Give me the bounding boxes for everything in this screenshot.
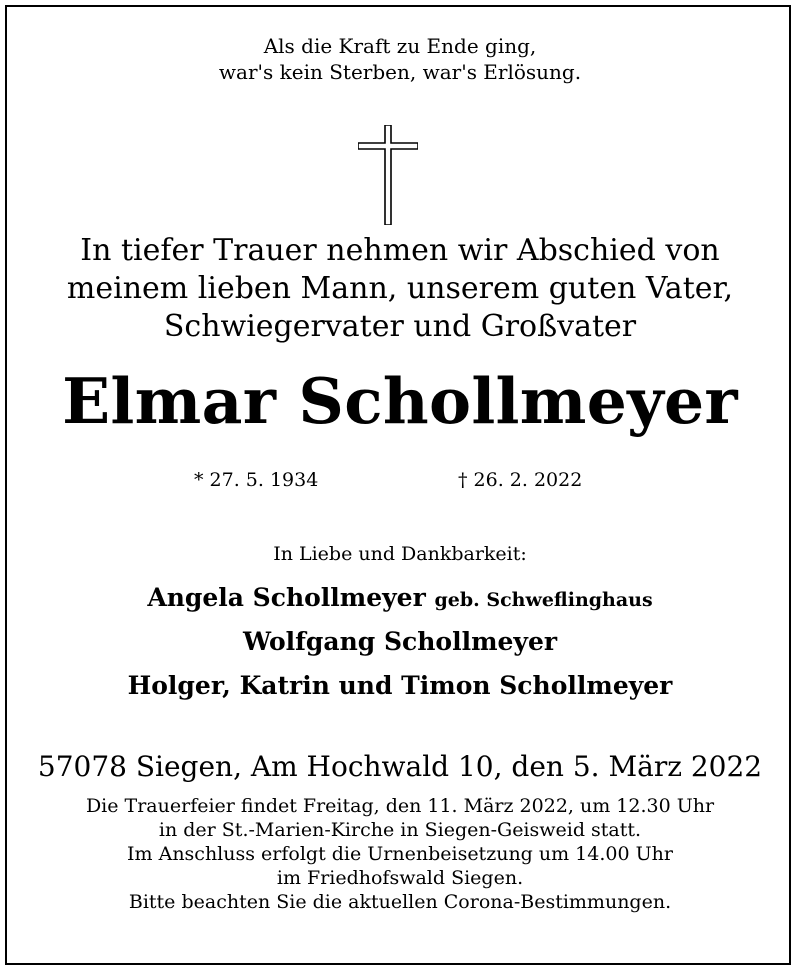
- thanks-line: In Liebe und Dankbarkeit:: [273, 543, 527, 565]
- motto: [0, 33, 800, 85]
- mourner-3: Holger, Katrin und Timon Schollmeyer: [127, 671, 673, 700]
- deceased-name: Elmar Schollmeyer: [62, 364, 738, 438]
- intro-line-1: In tiefer Trauer nehmen wir Abschied von: [80, 233, 720, 268]
- motto-line-1: Als die Kraft zu Ende ging,: [263, 34, 537, 58]
- intro-line-2: meinem lieben Mann, unserem guten Vater,: [66, 271, 734, 306]
- mourner-2: Wolfgang Schollmeyer: [242, 627, 558, 656]
- intro-line-3: Schwiegervater und Großvater: [163, 309, 637, 344]
- mourner-1-name: Angela Schollmeyer: [147, 583, 426, 612]
- cross-icon: [358, 125, 418, 225]
- birth-date: * 27. 5. 1934: [194, 469, 319, 491]
- note-line-2: in der St.-Marien-Kirche in Siegen-Geisweid statt.: [158, 819, 642, 841]
- note-line-4: im Friedhofswald Siegen.: [276, 867, 524, 889]
- mourner-1-maiden-name: geb. Schweflinghaus: [434, 589, 653, 611]
- note-line-5: Bitte beachten Sie die aktuellen Corona-Bestimmungen.: [128, 891, 672, 913]
- mourner-1: [0, 582, 800, 616]
- note-line-1: Die Trauerfeier findet Freitag, den 11. März 2022, um 12.30 Uhr: [85, 795, 715, 817]
- note-line-3: Im Anschluss erfolgt die Urnenbeisetzung um 14.00 Uhr: [127, 843, 673, 865]
- death-date: † 26. 2. 2022: [458, 469, 583, 491]
- place-and-date: 57078 Siegen, Am Hochwald 10, den 5. März 2022: [37, 750, 763, 783]
- funeral-notes: [0, 794, 800, 914]
- motto-line-2: war's kein Sterben, war's Erlösung.: [218, 60, 582, 84]
- intro-text: [0, 232, 800, 346]
